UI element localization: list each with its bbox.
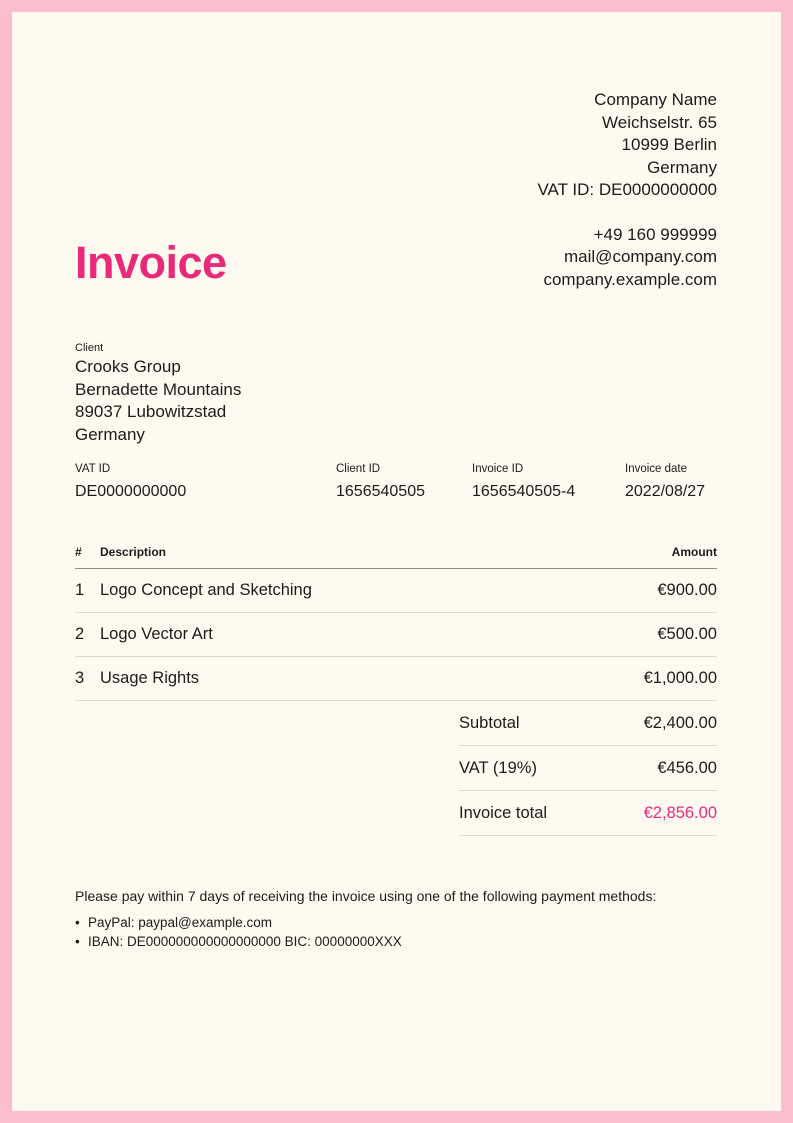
subtotal-row [459, 701, 717, 746]
item-number: 3 [75, 669, 85, 687]
meta-invoice-date-label: Invoice date [625, 463, 688, 475]
payment-method-paypal: PayPal: paypal@example.com [88, 915, 273, 930]
items-table [75, 545, 717, 701]
vat-row [459, 746, 717, 791]
item-description: Usage Rights [100, 669, 200, 687]
invoice-header [75, 12, 717, 291]
company-contact-block [537, 224, 717, 292]
invoice-total-value: €2,856.00 [643, 803, 717, 822]
meta-invoice-date [625, 462, 717, 501]
header-amount: Amount [671, 545, 717, 559]
meta-invoice-id-value: 1656540505-4 [472, 483, 576, 500]
client-country: Germany [75, 424, 145, 444]
company-phone: +49 160 999999 [593, 224, 717, 244]
subtotal-value: €2,400.00 [643, 713, 717, 732]
invoice-total-label: Invoice total [459, 803, 548, 822]
client-city: 89037 Lubowitzstad [75, 402, 227, 421]
company-vat-id: VAT ID: DE0000000000 [537, 180, 717, 199]
company-website: company.example.com [543, 269, 717, 289]
bullet-icon: • [75, 933, 80, 949]
company-email: mail@company.com [564, 247, 717, 266]
payment-note: Please pay within 7 days of receiving the invoice using one of the following payment methods: [75, 888, 657, 904]
client-contact: Bernadette Mountains [75, 379, 242, 399]
company-country: Germany [647, 157, 717, 177]
table-row [75, 613, 717, 657]
item-description: Logo Concept and Sketching [100, 581, 312, 599]
item-number: 2 [75, 625, 85, 643]
bullet-icon: • [75, 915, 80, 930]
table-row [75, 569, 717, 613]
vat-value: €456.00 [657, 758, 717, 777]
company-name: Company Name [594, 90, 717, 109]
invoice-page [12, 12, 781, 1111]
item-number: 1 [75, 581, 85, 599]
meta-vat-id [75, 462, 336, 501]
totals-block [459, 701, 717, 836]
list-item [75, 933, 717, 952]
subtotal-label: Subtotal [459, 713, 520, 732]
invoice-meta-row [75, 462, 717, 501]
payment-block [75, 887, 717, 951]
client-label: Client [75, 342, 104, 354]
table-row [75, 657, 717, 701]
header-number: # [75, 545, 82, 559]
item-description: Logo Vector Art [100, 625, 213, 643]
items-table-header [75, 545, 717, 569]
client-address [75, 356, 717, 446]
invoice-total-row [459, 791, 717, 836]
company-street: Weichselstr. 65 [602, 112, 717, 132]
vat-label: VAT (19%) [459, 758, 537, 777]
meta-vat-id-label: VAT ID [75, 463, 111, 475]
meta-client-id-label: Client ID [336, 463, 381, 475]
list-item [75, 914, 717, 933]
meta-client-id [336, 462, 472, 501]
item-amount: €900.00 [657, 581, 717, 599]
meta-invoice-date-value: 2022/08/27 [625, 483, 706, 500]
meta-invoice-id-label: Invoice ID [472, 463, 524, 475]
header-description: Description [100, 545, 167, 559]
item-amount: €500.00 [657, 625, 717, 643]
item-amount: €1,000.00 [643, 669, 717, 687]
company-city: 10999 Berlin [621, 135, 717, 154]
client-block [75, 341, 717, 446]
company-block [537, 89, 717, 291]
meta-client-id-value: 1656540505 [336, 483, 425, 500]
invoice-title: Invoice [75, 237, 227, 288]
client-name: Crooks Group [75, 357, 181, 376]
meta-invoice-id [472, 462, 625, 501]
payment-methods-list [75, 914, 717, 951]
payment-method-iban: IBAN: DE000000000000000000 BIC: 00000000XXX [88, 933, 402, 949]
meta-vat-id-value: DE0000000000 [75, 483, 187, 500]
